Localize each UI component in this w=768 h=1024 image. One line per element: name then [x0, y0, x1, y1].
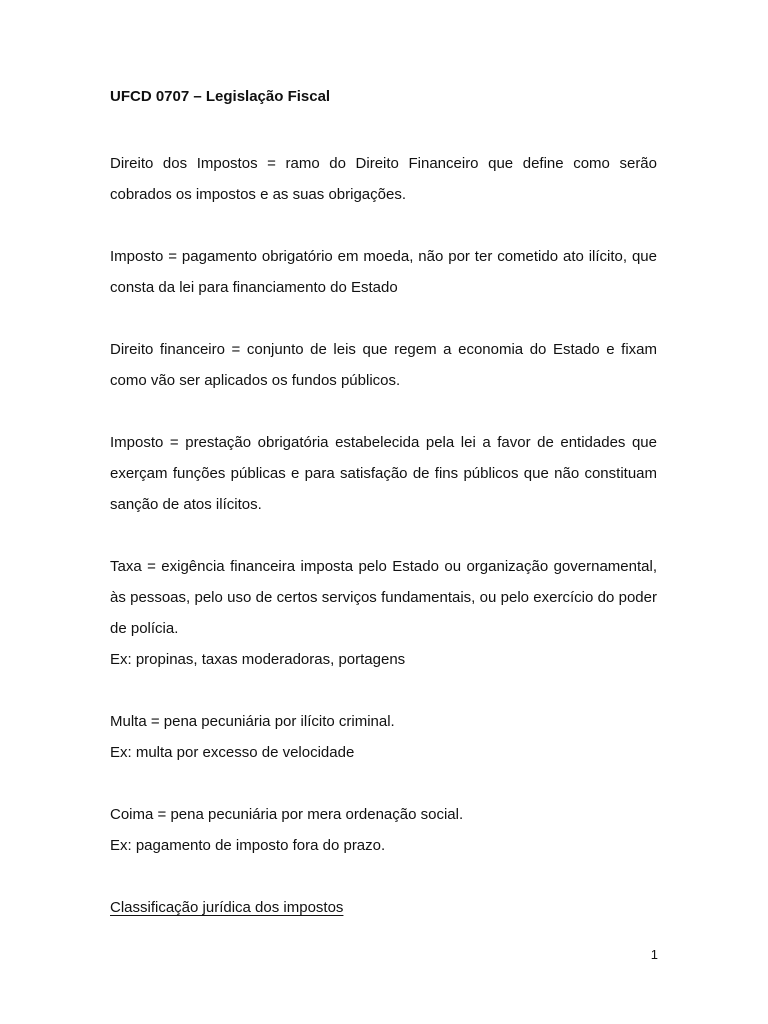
example-taxa: Ex: propinas, taxas moderadoras, portagens [110, 651, 406, 668]
paragraph-direito-dos-impostos: Direito dos Impostos = ramo do Direito Financeiro que define como serão cobrados os impostos e as suas obrigações. [110, 155, 657, 203]
document-title: UFCD 0707 – Legislação Fiscal [110, 88, 331, 105]
section-heading: Classificação jurídica dos impostos [110, 899, 344, 916]
paragraph-direito-financeiro: Direito financeiro = conjunto de leis que regem a economia do Estado e fixam como vão ser aplicados os fundos públicos. [110, 341, 657, 389]
paragraph-imposto-definition-2: Imposto = prestação obrigatória estabelecida pela lei a favor de entidades que exerçam funções públicas e para satisfação de fins públicos que não constituam sanção de atos ilícitos. [110, 434, 657, 513]
page-number: 1 [650, 947, 658, 962]
paragraph-multa: Multa = pena pecuniária por ilícito criminal. [110, 713, 395, 730]
paragraph-taxa: Taxa = exigência financeira imposta pelo Estado ou organização governamental, às pessoas, pelo uso de certos serviços fundamentais, ou pelo exercício do poder de polícia. [110, 558, 657, 637]
page-content [110, 86, 657, 923]
example-multa: Ex: multa por excesso de velocidade [110, 744, 355, 761]
paragraph-coima: Coima = pena pecuniária por mera ordenação social. [110, 806, 464, 823]
example-coima: Ex: pagamento de imposto fora do prazo. [110, 837, 386, 854]
paragraph-imposto-definition-1: Imposto = pagamento obrigatório em moeda, não por ter cometido ato ilícito, que consta da lei para financiamento do Estado [110, 248, 657, 296]
